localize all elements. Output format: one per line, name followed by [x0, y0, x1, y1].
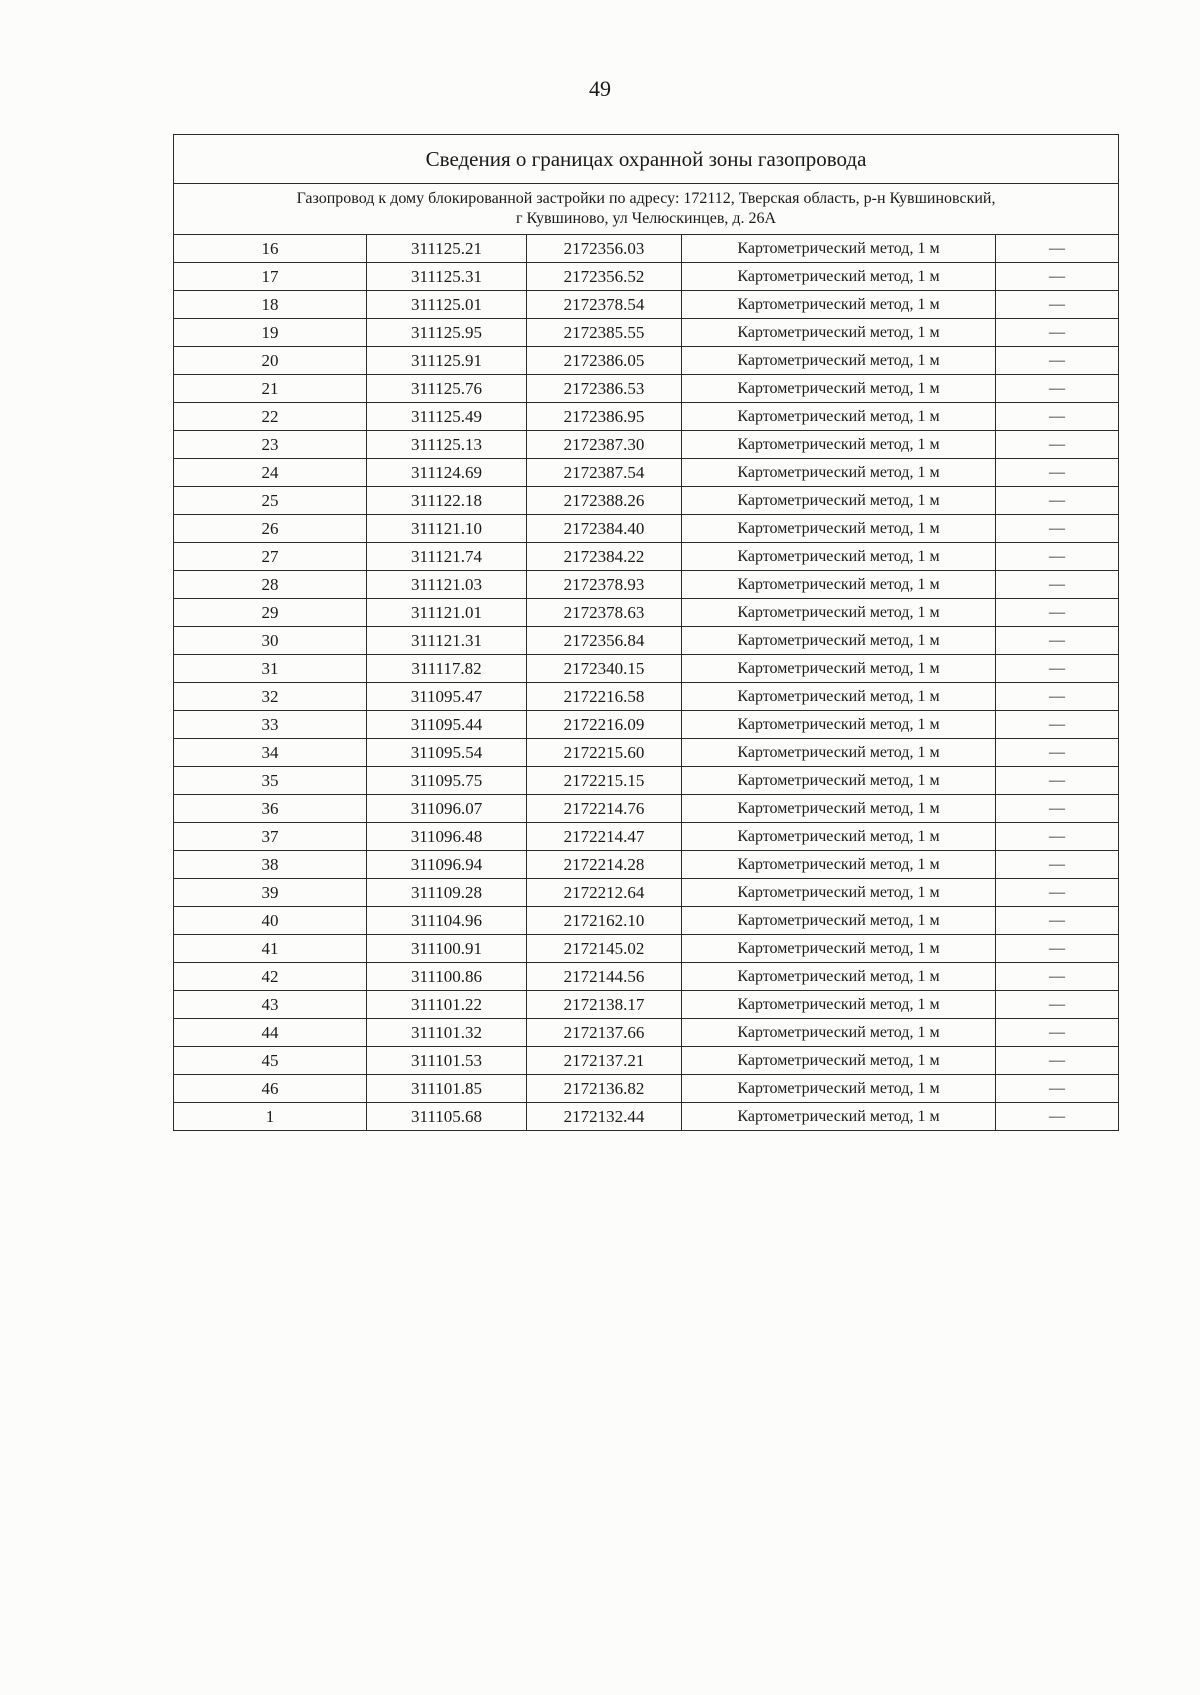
note-cell: —	[996, 515, 1119, 543]
note-cell: —	[996, 487, 1119, 515]
method-cell: Картометрический метод, 1 м	[682, 683, 996, 711]
x-coordinate-cell: 311095.47	[367, 683, 527, 711]
table-row	[174, 599, 1119, 627]
subtitle-line-1: Газопровод к дому блокированной застройки по адресу: 172112, Тверская область, р-н Кувшиновский,	[296, 190, 996, 207]
table-row	[174, 1047, 1119, 1075]
x-coordinate-cell: 311121.74	[367, 543, 527, 571]
method-cell: Картометрический метод, 1 м	[682, 767, 996, 795]
method-cell: Картометрический метод, 1 м	[682, 795, 996, 823]
method-cell: Картометрический метод, 1 м	[682, 1075, 996, 1103]
point-number-cell: 23	[174, 431, 367, 459]
note-cell: —	[996, 1047, 1119, 1075]
point-number-cell: 30	[174, 627, 367, 655]
point-number-cell: 1	[174, 1103, 367, 1131]
x-coordinate-cell: 311121.31	[367, 627, 527, 655]
method-cell: Картометрический метод, 1 м	[682, 291, 996, 319]
table-row	[174, 403, 1119, 431]
note-cell: —	[996, 459, 1119, 487]
y-coordinate-cell: 2172386.95	[527, 403, 682, 431]
table-title-row	[174, 135, 1119, 184]
y-coordinate-cell: 2172356.52	[527, 263, 682, 291]
table-row	[174, 963, 1119, 991]
point-number-cell: 40	[174, 907, 367, 935]
x-coordinate-cell: 311100.91	[367, 935, 527, 963]
point-number-cell: 19	[174, 319, 367, 347]
y-coordinate-cell: 2172145.02	[527, 935, 682, 963]
note-cell: —	[996, 1075, 1119, 1103]
point-number-cell: 36	[174, 795, 367, 823]
x-coordinate-cell: 311125.95	[367, 319, 527, 347]
x-coordinate-cell: 311105.68	[367, 1103, 527, 1131]
method-cell: Картометрический метод, 1 м	[682, 263, 996, 291]
point-number-cell: 24	[174, 459, 367, 487]
x-coordinate-cell: 311109.28	[367, 879, 527, 907]
note-cell: —	[996, 571, 1119, 599]
point-number-cell: 26	[174, 515, 367, 543]
y-coordinate-cell: 2172136.82	[527, 1075, 682, 1103]
page-number: 49	[589, 76, 611, 101]
method-cell: Картометрический метод, 1 м	[682, 375, 996, 403]
table-row	[174, 823, 1119, 851]
note-cell: —	[996, 655, 1119, 683]
note-cell: —	[996, 375, 1119, 403]
table-row	[174, 375, 1119, 403]
note-cell: —	[996, 347, 1119, 375]
x-coordinate-cell: 311096.94	[367, 851, 527, 879]
point-number-cell: 16	[174, 235, 367, 263]
table-row	[174, 487, 1119, 515]
x-coordinate-cell: 311096.07	[367, 795, 527, 823]
note-cell: —	[996, 1019, 1119, 1047]
table-row	[174, 627, 1119, 655]
x-coordinate-cell: 311122.18	[367, 487, 527, 515]
x-coordinate-cell: 311101.22	[367, 991, 527, 1019]
method-cell: Картометрический метод, 1 м	[682, 879, 996, 907]
note-cell: —	[996, 431, 1119, 459]
y-coordinate-cell: 2172216.58	[527, 683, 682, 711]
x-coordinate-cell: 311095.44	[367, 711, 527, 739]
point-number-cell: 31	[174, 655, 367, 683]
note-cell: —	[996, 851, 1119, 879]
point-number-cell: 22	[174, 403, 367, 431]
table-row	[174, 319, 1119, 347]
x-coordinate-cell: 311125.49	[367, 403, 527, 431]
point-number-cell: 32	[174, 683, 367, 711]
y-coordinate-cell: 2172138.17	[527, 991, 682, 1019]
y-coordinate-cell: 2172162.10	[527, 907, 682, 935]
table-row	[174, 711, 1119, 739]
y-coordinate-cell: 2172214.76	[527, 795, 682, 823]
table-row	[174, 795, 1119, 823]
table-subtitle	[174, 184, 1119, 235]
method-cell: Картометрический метод, 1 м	[682, 515, 996, 543]
method-cell: Картометрический метод, 1 м	[682, 403, 996, 431]
note-cell: —	[996, 795, 1119, 823]
y-coordinate-cell: 2172137.66	[527, 1019, 682, 1047]
note-cell: —	[996, 991, 1119, 1019]
y-coordinate-cell: 2172144.56	[527, 963, 682, 991]
method-cell: Картометрический метод, 1 м	[682, 1047, 996, 1075]
method-cell: Картометрический метод, 1 м	[682, 459, 996, 487]
note-cell: —	[996, 823, 1119, 851]
table-row	[174, 991, 1119, 1019]
table-row	[174, 543, 1119, 571]
x-coordinate-cell: 311125.01	[367, 291, 527, 319]
point-number-cell: 41	[174, 935, 367, 963]
method-cell: Картометрический метод, 1 м	[682, 543, 996, 571]
table-row	[174, 431, 1119, 459]
y-coordinate-cell: 2172356.84	[527, 627, 682, 655]
table-subtitle-row	[174, 184, 1119, 235]
method-cell: Картометрический метод, 1 м	[682, 599, 996, 627]
note-cell: —	[996, 739, 1119, 767]
method-cell: Картометрический метод, 1 м	[682, 907, 996, 935]
y-coordinate-cell: 2172384.40	[527, 515, 682, 543]
table-row	[174, 683, 1119, 711]
note-cell: —	[996, 599, 1119, 627]
method-cell: Картометрический метод, 1 м	[682, 431, 996, 459]
note-cell: —	[996, 963, 1119, 991]
y-coordinate-cell: 2172214.47	[527, 823, 682, 851]
point-number-cell: 45	[174, 1047, 367, 1075]
point-number-cell: 33	[174, 711, 367, 739]
note-cell: —	[996, 627, 1119, 655]
x-coordinate-cell: 311100.86	[367, 963, 527, 991]
x-coordinate-cell: 311101.85	[367, 1075, 527, 1103]
table-row	[174, 1103, 1119, 1131]
y-coordinate-cell: 2172378.93	[527, 571, 682, 599]
x-coordinate-cell: 311101.32	[367, 1019, 527, 1047]
method-cell: Картометрический метод, 1 м	[682, 655, 996, 683]
table-row	[174, 739, 1119, 767]
x-coordinate-cell: 311121.10	[367, 515, 527, 543]
y-coordinate-cell: 2172388.26	[527, 487, 682, 515]
x-coordinate-cell: 311095.75	[367, 767, 527, 795]
y-coordinate-cell: 2172385.55	[527, 319, 682, 347]
point-number-cell: 28	[174, 571, 367, 599]
method-cell: Картометрический метод, 1 м	[682, 991, 996, 1019]
y-coordinate-cell: 2172387.54	[527, 459, 682, 487]
point-number-cell: 37	[174, 823, 367, 851]
note-cell: —	[996, 683, 1119, 711]
note-cell: —	[996, 907, 1119, 935]
point-number-cell: 18	[174, 291, 367, 319]
note-cell: —	[996, 235, 1119, 263]
x-coordinate-cell: 311125.21	[367, 235, 527, 263]
x-coordinate-cell: 311117.82	[367, 655, 527, 683]
table-row	[174, 879, 1119, 907]
x-coordinate-cell: 311101.53	[367, 1047, 527, 1075]
point-number-cell: 35	[174, 767, 367, 795]
method-cell: Картометрический метод, 1 м	[682, 319, 996, 347]
x-coordinate-cell: 311095.54	[367, 739, 527, 767]
point-number-cell: 27	[174, 543, 367, 571]
y-coordinate-cell: 2172214.28	[527, 851, 682, 879]
x-coordinate-cell: 311125.91	[367, 347, 527, 375]
method-cell: Картометрический метод, 1 м	[682, 1019, 996, 1047]
point-number-cell: 34	[174, 739, 367, 767]
method-cell: Картометрический метод, 1 м	[682, 1103, 996, 1131]
table-row	[174, 571, 1119, 599]
method-cell: Картометрический метод, 1 м	[682, 823, 996, 851]
table-row	[174, 935, 1119, 963]
note-cell: —	[996, 291, 1119, 319]
note-cell: —	[996, 711, 1119, 739]
method-cell: Картометрический метод, 1 м	[682, 571, 996, 599]
y-coordinate-cell: 2172212.64	[527, 879, 682, 907]
note-cell: —	[996, 1103, 1119, 1131]
y-coordinate-cell: 2172356.03	[527, 235, 682, 263]
note-cell: —	[996, 935, 1119, 963]
y-coordinate-cell: 2172378.54	[527, 291, 682, 319]
table-row	[174, 459, 1119, 487]
method-cell: Картометрический метод, 1 м	[682, 935, 996, 963]
y-coordinate-cell: 2172132.44	[527, 1103, 682, 1131]
point-number-cell: 46	[174, 1075, 367, 1103]
table-row	[174, 235, 1119, 263]
y-coordinate-cell: 2172215.15	[527, 767, 682, 795]
method-cell: Картометрический метод, 1 м	[682, 627, 996, 655]
table-row	[174, 851, 1119, 879]
table-row	[174, 767, 1119, 795]
table-row	[174, 1075, 1119, 1103]
x-coordinate-cell: 311125.76	[367, 375, 527, 403]
point-number-cell: 20	[174, 347, 367, 375]
method-cell: Картометрический метод, 1 м	[682, 235, 996, 263]
table-row	[174, 1019, 1119, 1047]
point-number-cell: 25	[174, 487, 367, 515]
x-coordinate-cell: 311125.13	[367, 431, 527, 459]
method-cell: Картометрический метод, 1 м	[682, 739, 996, 767]
y-coordinate-cell: 2172386.05	[527, 347, 682, 375]
subtitle-line-2: г Кувшиново, ул Челюскинцев, д. 26А	[515, 210, 777, 227]
method-cell: Картометрический метод, 1 м	[682, 851, 996, 879]
note-cell: —	[996, 543, 1119, 571]
point-number-cell: 29	[174, 599, 367, 627]
method-cell: Картометрический метод, 1 м	[682, 963, 996, 991]
x-coordinate-cell: 311121.03	[367, 571, 527, 599]
y-coordinate-cell: 2172378.63	[527, 599, 682, 627]
point-number-cell: 44	[174, 1019, 367, 1047]
table-row	[174, 263, 1119, 291]
note-cell: —	[996, 767, 1119, 795]
boundary-table-container	[173, 134, 1118, 1131]
table-row	[174, 655, 1119, 683]
y-coordinate-cell: 2172387.30	[527, 431, 682, 459]
table-row	[174, 291, 1119, 319]
y-coordinate-cell: 2172137.21	[527, 1047, 682, 1075]
table-body	[174, 135, 1119, 1131]
x-coordinate-cell: 311125.31	[367, 263, 527, 291]
boundary-table	[173, 134, 1119, 1131]
point-number-cell: 21	[174, 375, 367, 403]
x-coordinate-cell: 311096.48	[367, 823, 527, 851]
x-coordinate-cell: 311121.01	[367, 599, 527, 627]
y-coordinate-cell: 2172340.15	[527, 655, 682, 683]
point-number-cell: 38	[174, 851, 367, 879]
x-coordinate-cell: 311104.96	[367, 907, 527, 935]
y-coordinate-cell: 2172215.60	[527, 739, 682, 767]
note-cell: —	[996, 879, 1119, 907]
y-coordinate-cell: 2172216.09	[527, 711, 682, 739]
table-title: Сведения о границах охранной зоны газопровода	[174, 135, 1119, 184]
x-coordinate-cell: 311124.69	[367, 459, 527, 487]
method-cell: Картометрический метод, 1 м	[682, 347, 996, 375]
table-row	[174, 907, 1119, 935]
point-number-cell: 39	[174, 879, 367, 907]
method-cell: Картометрический метод, 1 м	[682, 487, 996, 515]
note-cell: —	[996, 263, 1119, 291]
point-number-cell: 43	[174, 991, 367, 1019]
table-row	[174, 347, 1119, 375]
y-coordinate-cell: 2172386.53	[527, 375, 682, 403]
note-cell: —	[996, 403, 1119, 431]
y-coordinate-cell: 2172384.22	[527, 543, 682, 571]
table-row	[174, 515, 1119, 543]
note-cell: —	[996, 319, 1119, 347]
point-number-cell: 17	[174, 263, 367, 291]
point-number-cell: 42	[174, 963, 367, 991]
method-cell: Картометрический метод, 1 м	[682, 711, 996, 739]
